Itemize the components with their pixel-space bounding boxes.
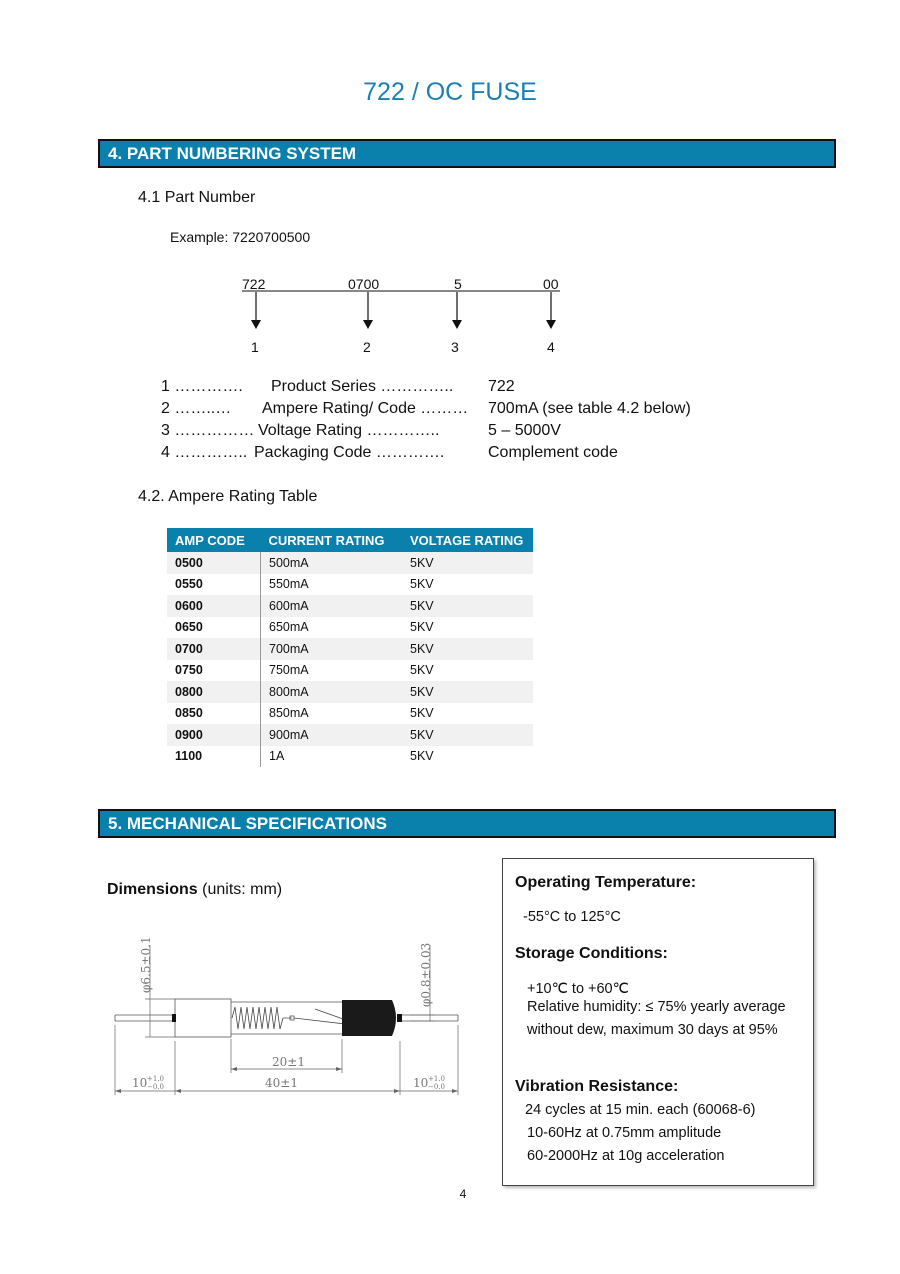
definition-value: 700mA (see table 4.2 below) [488, 400, 691, 417]
voltage-cell: 5KV [402, 681, 533, 703]
table-row [167, 681, 533, 703]
table-row [167, 660, 533, 682]
amp-code-cell: 0700 [167, 638, 261, 660]
table-header-row [167, 528, 533, 552]
table-row [167, 703, 533, 725]
page-number: 4 [459, 1187, 467, 1201]
operating-temperature-value: -55°C to 125°C [523, 909, 621, 925]
table-row [167, 574, 533, 596]
current-cell: 650mA [269, 620, 309, 635]
storage-temperature: +10℃ to +60℃ [527, 981, 629, 997]
amp-code-cell: 0600 [167, 595, 261, 617]
definition-label: Product Series ………….. [271, 378, 454, 395]
inner-length-label: 20±1 [272, 1055, 305, 1069]
section-5-header: 5. MECHANICAL SPECIFICATIONS [98, 809, 836, 838]
dimensions-units: (units: mm) [197, 881, 283, 898]
definition-index: 1 …………. [161, 378, 243, 395]
ampere-rating-table [167, 528, 534, 767]
right-end-cap [342, 1000, 396, 1036]
storage-dew: without dew, maximum 30 days at 95% [527, 1022, 778, 1038]
arrow-1 [251, 292, 261, 329]
table-row [167, 746, 533, 768]
body-diameter-label: φ6.5±0.1 [139, 936, 153, 993]
table-row [167, 617, 533, 639]
part-segment-packaging: 00 [543, 276, 559, 292]
definition-value: 5 – 5000V [488, 422, 561, 439]
part-number-subheading: 4.1 Part Number [138, 189, 256, 206]
current-cell: 1A [269, 749, 285, 764]
right-lead-tolerance-plus: +1.0 [428, 1075, 445, 1083]
voltage-cell: 5KV [402, 552, 533, 574]
vibration-low-frequency: 10-60Hz at 0.75mm amplitude [527, 1125, 722, 1141]
current-cell: 800mA [261, 681, 403, 703]
current-cell: 500mA [261, 552, 403, 574]
definition-value: Complement code [488, 444, 618, 461]
table-row [167, 552, 533, 574]
voltage-cell: 5KV [410, 706, 434, 721]
definition-label: Packaging Code …………. [254, 444, 445, 461]
arrow-3 [452, 292, 462, 329]
digit-3: 3 [451, 339, 459, 355]
current-cell: 850mA [269, 706, 309, 721]
definition-index: 3 …………… [161, 422, 255, 439]
voltage-cell: 5KV [402, 595, 533, 617]
section-4-header: 4. PART NUMBERING SYSTEM [98, 139, 836, 168]
amp-code-cell: 0550 [167, 574, 261, 596]
dimensions-heading: Dimensions [107, 881, 198, 898]
digit-4: 4 [547, 339, 555, 355]
definition-label: Ampere Rating/ Code ……… [262, 400, 469, 417]
definition-value: 722 [488, 378, 515, 395]
left-lead-tolerance-minus: −0.0 [147, 1083, 164, 1091]
fuse-dimension-drawing [110, 935, 470, 1100]
lead-diameter-label: φ0.8±0.03 [419, 942, 433, 1007]
current-cell: 700mA [261, 638, 403, 660]
voltage-cell: 5KV [402, 638, 533, 660]
current-cell: 550mA [269, 577, 309, 592]
arrow-4 [546, 292, 556, 329]
right-lead-length-label: 10 [413, 1076, 429, 1090]
amp-code-cell: 0500 [167, 552, 261, 574]
current-cell: 900mA [261, 724, 403, 746]
table-row [167, 638, 533, 660]
part-number-arrows [230, 288, 570, 333]
document-title: 722 / OC FUSE [363, 78, 537, 106]
voltage-cell: 5KV [410, 620, 434, 635]
vibration-cycles: 24 cycles at 15 min. each (60068-6) [525, 1102, 756, 1118]
amp-code-cell: 0850 [167, 703, 261, 725]
voltage-cell: 5KV [410, 749, 434, 764]
column-header-current-rating: CURRENT RATING [261, 528, 403, 552]
current-cell: 750mA [269, 663, 309, 678]
storage-humidity: Relative humidity: ≤ 75% yearly average [527, 999, 786, 1015]
voltage-cell: 5KV [410, 577, 434, 592]
ampere-table-subheading: 4.2. Ampere Rating Table [138, 488, 318, 505]
column-header-amp-code: AMP CODE [167, 528, 261, 552]
storage-conditions-heading: Storage Conditions: [515, 945, 668, 962]
voltage-cell: 5KV [410, 663, 434, 678]
dimensions-label [107, 881, 282, 899]
vibration-high-frequency: 60-2000Hz at 10g acceleration [527, 1148, 725, 1164]
table-row [167, 595, 533, 617]
part-segment-voltage: 5 [454, 276, 462, 292]
definition-index: 2 ……..… [161, 400, 232, 417]
digit-2: 2 [363, 339, 371, 355]
amp-code-cell: 0750 [167, 660, 261, 682]
part-segment-series: 722 [242, 276, 266, 292]
vibration-resistance-heading: Vibration Resistance: [515, 1078, 679, 1095]
specifications-box [502, 858, 814, 1186]
amp-code-cell: 0800 [167, 681, 261, 703]
amp-code-cell: 0900 [167, 724, 261, 746]
amp-code-cell: 0650 [167, 617, 261, 639]
current-cell: 600mA [261, 595, 403, 617]
amp-code-cell: 1100 [167, 746, 261, 768]
operating-temperature-heading: Operating Temperature: [515, 874, 697, 891]
arrow-2 [363, 292, 373, 329]
definition-index: 4 ………….. [161, 444, 248, 461]
voltage-cell: 5KV [402, 724, 533, 746]
definition-label: Voltage Rating ………….. [258, 422, 440, 439]
digit-1: 1 [251, 339, 259, 355]
part-number-example: Example: 7220700500 [170, 229, 311, 245]
left-lead-tolerance-plus: +1.0 [147, 1075, 164, 1083]
part-segment-ampere: 0700 [348, 276, 380, 292]
left-lead-length-label: 10 [132, 1076, 148, 1090]
table-row [167, 724, 533, 746]
body-length-label: 40±1 [265, 1076, 298, 1090]
right-lead-tolerance-minus: −0.0 [428, 1083, 445, 1091]
column-header-voltage-rating: VOLTAGE RATING [402, 528, 533, 552]
